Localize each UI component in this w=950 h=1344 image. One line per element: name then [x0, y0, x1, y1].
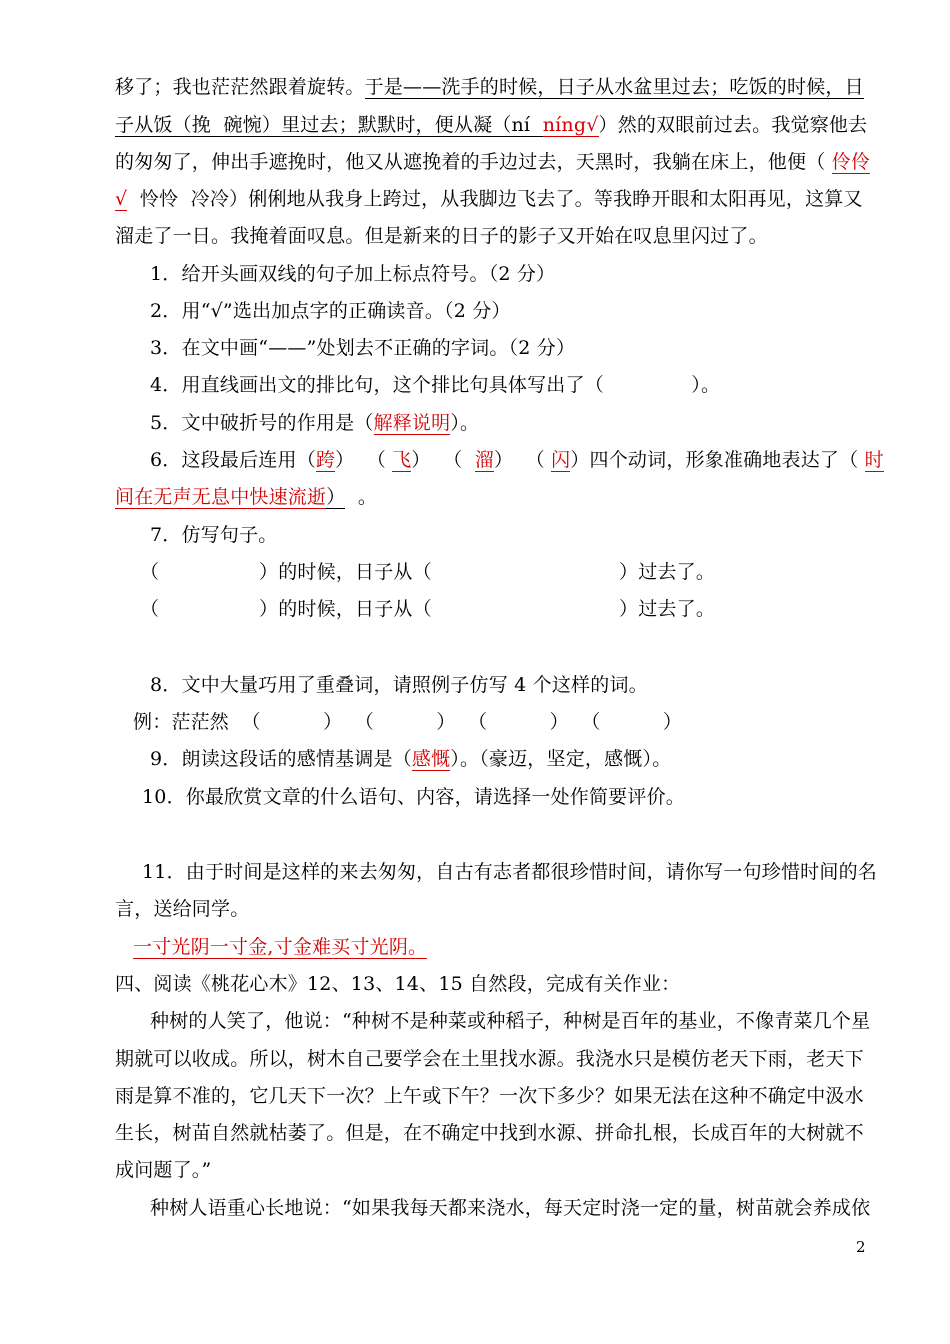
answer-text: 感慨	[411, 748, 451, 770]
question-1: 1．给开头画双线的句子加上标点符号。（2 分）	[150, 263, 556, 285]
question-text: ） （	[335, 449, 393, 471]
check-mark-answer: √	[115, 188, 128, 210]
passage-line-1	[115, 70, 875, 104]
question-11: 11．由于时间是这样的来去匆匆，自古有志者都很珍惜时间，请你写一句珍惜时间的名	[142, 861, 877, 883]
question-11-answer	[133, 930, 893, 964]
question-text: ）。	[450, 412, 480, 434]
page-number: 2	[856, 1238, 866, 1256]
question-text: ）四个动词，形象准确地表达了（	[570, 449, 865, 471]
answer-text: 时	[864, 449, 884, 471]
answer-text: 一寸光阴一寸金,寸金难买寸光阴。	[133, 936, 428, 958]
double-lined-sentence: 子从饭（挽 碗惋）里过去；默默时，便从凝（ní	[115, 114, 543, 136]
question-text: 5．文中破折号的作用是（	[150, 412, 374, 434]
question-7-line-2: （ ）的时候，日子从（ ）过去了。	[140, 598, 716, 620]
question-7: 7．仿写句子。	[150, 524, 278, 546]
question-8: 8．文中大量巧用了重叠词，请照例子仿写 4 个这样的词。	[150, 674, 648, 696]
question-text: 6．这段最后连用（	[150, 449, 316, 471]
verb-answer-1: 跨	[315, 449, 336, 471]
word-choice-answer: 伶伶	[831, 151, 871, 173]
question-text: ）	[326, 486, 346, 508]
question-2: 2．用“√”选出加点字的正确读音。（2 分）	[150, 300, 511, 322]
reading-paragraph-line: 期就可以收成。所以，树木自己要学会在土里找水源。我浇水只是模仿老天下雨，老天下	[115, 1048, 864, 1070]
reading-paragraph-line: 生长，树苗自然就枯萎了。但是，在不确定中找到水源、拼命扎根，长成百年的大树就不	[115, 1122, 864, 1144]
reading-paragraph-line: 雨是算不准的，它几天下一次？上午或下午？一次下多少？如果无法在这种不确定中汲水	[115, 1085, 864, 1107]
passage-line-5: 溜走了一日。我掩着面叹息。但是新来的日子的影子又开始在叹息里闪过了。	[115, 225, 768, 247]
passage-text: ）然的双眼前过去。我觉察他去	[598, 114, 868, 136]
passage-text: 移了；我也茫茫然跟着旋转。	[115, 76, 365, 98]
passage-line-3	[115, 145, 875, 179]
pinyin-answer: níng√	[542, 114, 599, 136]
question-text: 9．朗读这段话的感情基调是（	[150, 748, 412, 770]
question-9	[150, 742, 910, 776]
question-3: 3．在文中画“——”处划去不正确的字词。（2 分）	[150, 337, 576, 359]
question-6-continued	[115, 480, 875, 514]
question-7-line-1: （ ）的时候，日子从（ ）过去了。	[140, 561, 716, 583]
reading-paragraph-line: 种树的人笑了，他说：“种树不是种菜或种稻子，种树是百年的基业，不像青菜几个星	[150, 1010, 871, 1032]
section-4-heading: 四、阅读《桃花心木》12、13、14、15 自然段，完成有关作业：	[115, 973, 681, 995]
verb-answer-3: 溜	[474, 449, 494, 471]
reading-paragraph-line: 种树人语重心长地说：“如果我每天都来浇水，每天定时浇一定的量，树苗就会养成依	[150, 1197, 871, 1219]
question-11-continued: 言，送给同学。	[115, 898, 250, 920]
question-10: 10．你最欣赏文章的什么语句、内容，请选择一处作简要评价。	[142, 786, 685, 808]
double-lined-sentence: 于是——洗手的时候，日子从水盆里过去；吃饭的时候，日	[364, 76, 864, 98]
question-6	[150, 443, 910, 477]
passage-text: 怜怜 冷冷）俐俐地从我身上跨过，从我脚边飞去了。等我睁开眼和太阳再见，这算又	[127, 188, 863, 210]
verb-answer-2: 飞	[392, 449, 412, 471]
question-8-example: 例：茫茫然 （ ） （ ） （ ） （ ）	[133, 711, 683, 733]
question-5	[150, 406, 910, 440]
answer-text: 间在无声无息中快速流逝	[115, 486, 327, 508]
reading-paragraph-line: 成问题了。”	[115, 1159, 212, 1181]
passage-text: 的匆匆了，伸出手遮挽时，他又从遮挽着的手边过去，天黑时，我躺在床上，他便（	[115, 151, 832, 173]
question-text: ）。（豪迈，坚定，感慨）。	[450, 748, 672, 770]
verb-answer-4: 闪	[551, 449, 571, 471]
question-text: ） （	[411, 449, 475, 471]
passage-line-2	[115, 108, 875, 142]
passage-line-4	[115, 182, 875, 216]
question-text: 。	[345, 486, 378, 508]
question-4: 4．用直线画出文的排比句，这个排比句具体写出了（ ）。	[150, 374, 721, 396]
question-text: ） （	[493, 449, 552, 471]
answer-text: 解释说明	[373, 412, 451, 434]
